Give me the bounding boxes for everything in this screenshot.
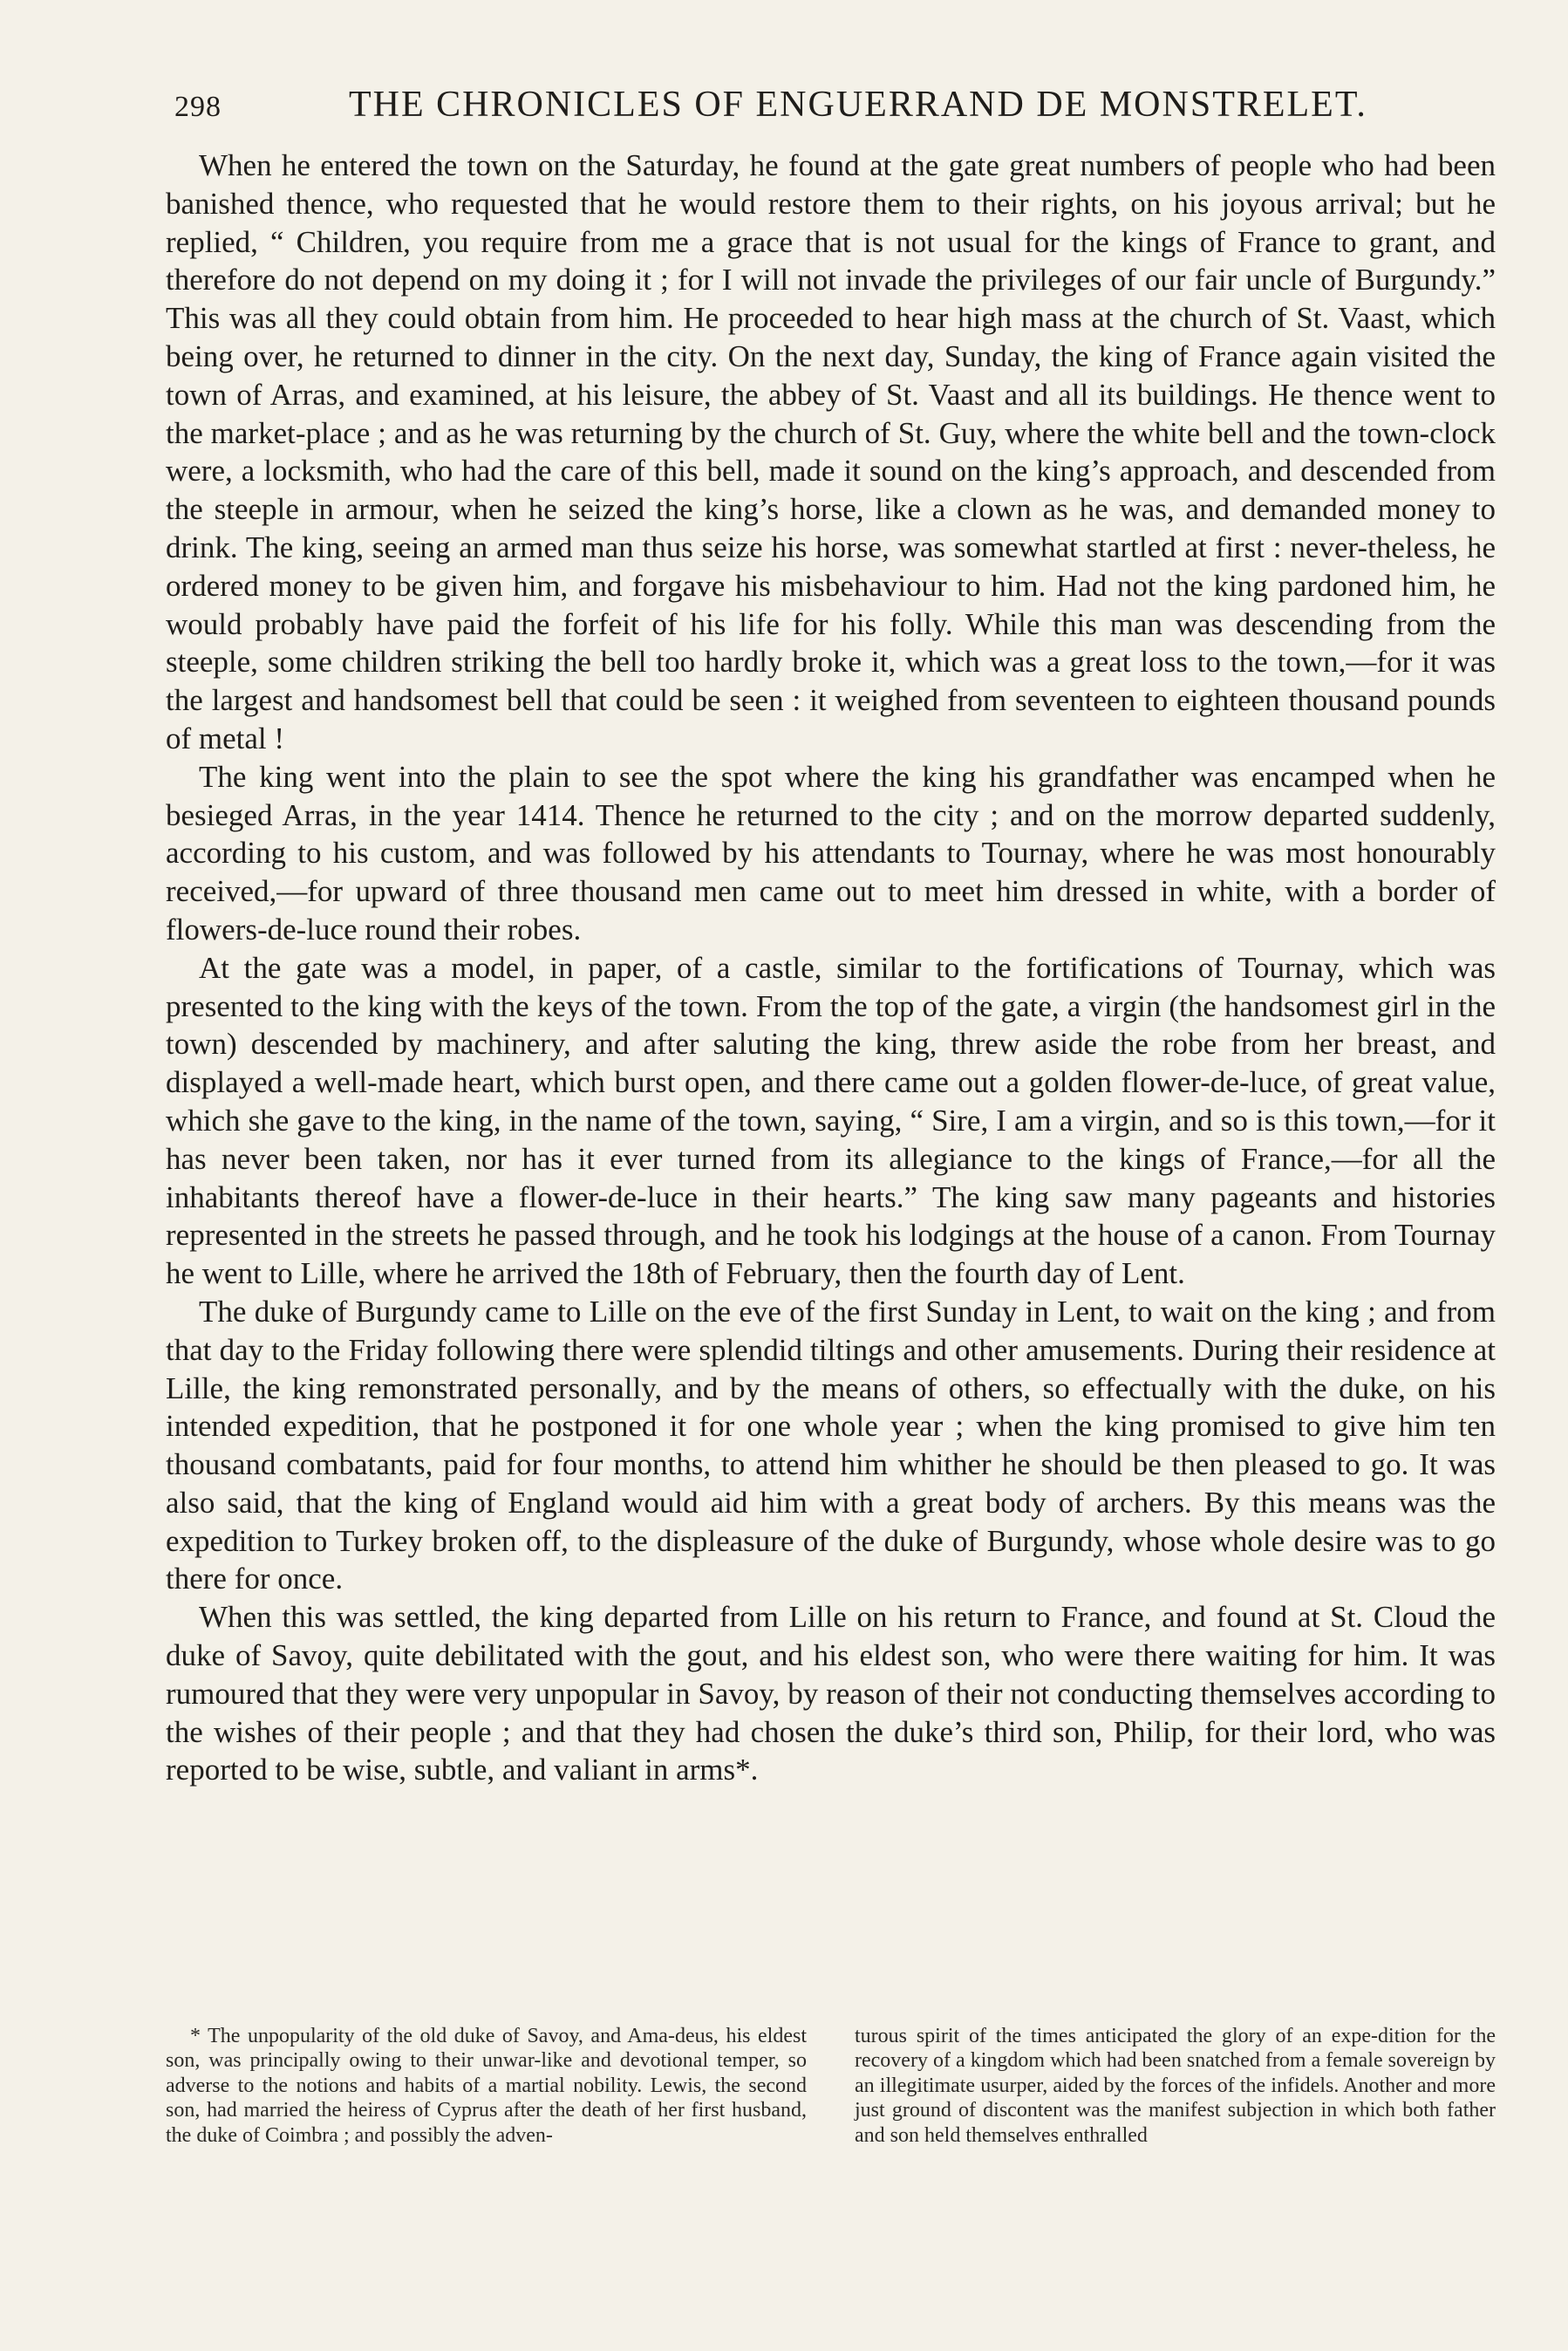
page-header: [174, 84, 1500, 136]
page-number: 298: [174, 91, 222, 123]
running-title: THE CHRONICLES OF ENGUERRAND DE MONSTRELET.: [349, 85, 1367, 125]
paragraph-2: The king went into the plain to see the spot where the king his grandfather was encamped when he besieged Arras, in the year 1414. Thence he returned to the city ; and on the morrow departed suddenly, according to his custom, and was followed by his attendants to Tournay, where he was most honourably received,—for upward of three thousand men came out to meet him dressed in white, with a border of flowers-de-luce round their robes.: [166, 759, 1496, 947]
main-text: [166, 147, 1496, 2013]
footnote-left-column: * The unpopularity of the old duke of Savoy, and Ama-deus, his eldest son, was principally owing to their unwar-like and devotional temper, so adverse to the notions and habits of a martial nobility. Lewis, the second son, had married the heiress of Cyprus after the death of her first husband, the duke of Coimbra ; and possibly the adven-: [166, 2025, 807, 2147]
footnote-right-column: turous spirit of the times anticipated the glory of an expe-dition for the recovery of a kingdom which had been snatched from a female sovereign by an illegitimate usurper, aided by the forces of the infidels. Another and more just ground of discontent was the manifest subjection in which both father and son held themselves enthralled: [855, 2025, 1496, 2147]
footnotes: [166, 2024, 1496, 2148]
paragraph-1: When he entered the town on the Saturday, he found at the gate great numbers of people who had been banished thence, who requested that he would restore them to their rights, on his joyous arrival; but he replied, “ Children, you require from me a grace that is not usual for the kings of France to grant, and therefore do not depend on my doing it ; for I will not invade the privileges of our fair uncle of Burgundy.” This was all they could obtain from him. He proceeded to hear high mass at the church of St. Vaast, which being over, he returned to dinner in the city. On the next day, Sunday, the king of France again visited the town of Arras, and examined, at his leisure, the abbey of St. Vaast and all its buildings. He thence went to the market-place ; and as he was returning by the church of St. Guy, where the white bell and the town-clock were, a locksmith, who had the care of this bell, made it sound on the king’s approach, and descended from the steeple in armour, when he seized the king’s horse, like a clown as he was, and demanded money to drink. The king, seeing an armed man thus seize his horse, was somewhat startled at first : never-theless, he ordered money to be given him, and forgave his misbehaviour to him. Had not the king pardoned him, he would probably have paid the forfeit of his life for his folly. While this man was descending from the steeple, some children striking the bell too hardly broke it, which was a great loss to the town,—for it was the largest and handsomest bell that could be seen : it weighed from seventeen to eighteen thousand pounds of metal !: [166, 148, 1496, 755]
paragraph-5: When this was settled, the king departed from Lille on his return to France, and found at St. Cloud the duke of Savoy, quite debilitated with the gout, and his eldest son, who were there waiting for him. It was rumoured that they were very unpopular in Savoy, by reason of their not conducting themselves according to the wishes of their people ; and that they had chosen the duke’s third son, Philip, for their lord, who was reported to be wise, subtle, and valiant in arms*.: [166, 1600, 1496, 1787]
paragraph-3: At the gate was a model, in paper, of a castle, similar to the fortifications of Tournay, which was presented to the king with the keys of the town. From the top of the gate, a virgin (the handsomest girl in the town) descended by machinery, and after saluting the king, threw aside the robe from her breast, and displayed a well-made heart, which burst open, and there came out a golden flower-de-luce, of great value, which she gave to the king, in the name of the town, saying, “ Sire, I am a virgin, and so is this town,—for it has never been taken, nor has it ever turned from its allegiance to the kings of France,—for all the inhabitants thereof have a flower-de-luce in their hearts.” The king saw many pageants and histories represented in the streets he passed through, and he took his lodgings at the house of a canon. From Tournay he went to Lille, where he arrived the 18th of February, then the fourth day of Lent.: [166, 950, 1496, 1291]
paragraph-4: The duke of Burgundy came to Lille on the eve of the first Sunday in Lent, to wait on the king ; and from that day to the Friday following there were splendid tiltings and other amusements. During their residence at Lille, the king remonstrated personally, and by the means of others, so effectually with the duke, on his intended expedition, that he postponed it for one whole year ; when the king promised to give him ten thousand combatants, paid for four months, to attend him whither he should be then pleased to go. It was also said, that the king of England would aid him with a great body of archers. By this means was the expedition to Turkey broken off, to the displeasure of the duke of Burgundy, whose whole desire was to go there for once.: [166, 1294, 1496, 1596]
